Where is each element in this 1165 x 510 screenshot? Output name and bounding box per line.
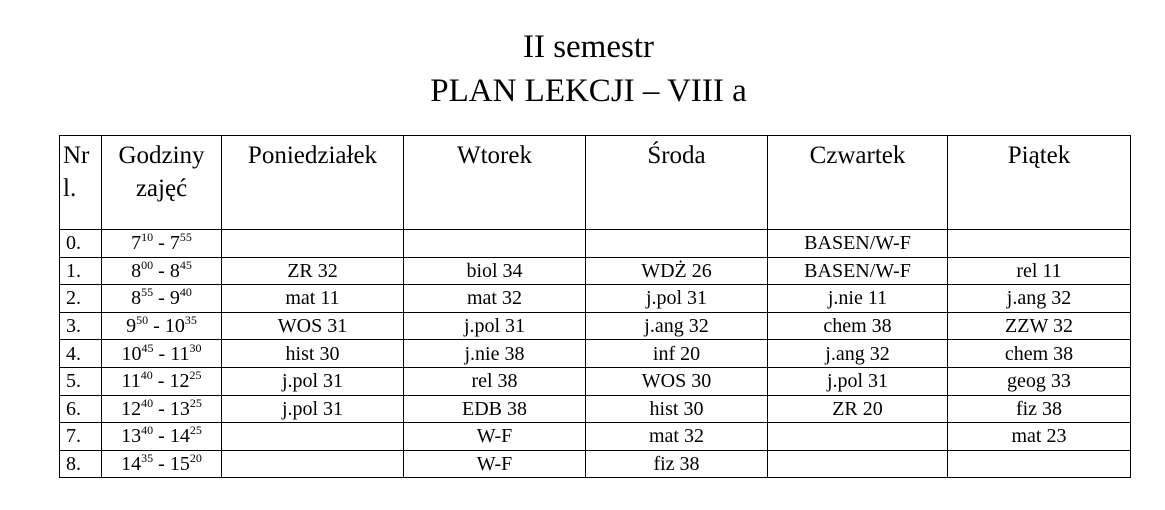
end-hour: 15 bbox=[169, 453, 190, 476]
title-plan: PLAN LEKCJI – VIII a bbox=[430, 73, 747, 109]
end-minute: 25 bbox=[189, 395, 202, 410]
end-hour: 12 bbox=[169, 370, 190, 393]
lesson-cell: j.pol 31 bbox=[222, 367, 404, 395]
start-minute: 35 bbox=[141, 451, 154, 466]
lesson-cell: j.pol 31 bbox=[404, 312, 586, 340]
start-hour: 14 bbox=[121, 453, 142, 476]
lesson-cell: rel 11 bbox=[948, 257, 1131, 285]
lesson-number: 5. bbox=[60, 367, 102, 395]
table-row bbox=[60, 340, 1131, 368]
start-minute: 10 bbox=[141, 230, 154, 245]
lesson-cell: ZR 20 bbox=[768, 395, 948, 423]
end-minute: 45 bbox=[179, 257, 192, 272]
lesson-cell: fiz 38 bbox=[948, 395, 1131, 423]
lesson-cell bbox=[948, 450, 1131, 478]
end-minute: 20 bbox=[189, 451, 202, 466]
lesson-cell: hist 30 bbox=[586, 395, 768, 423]
end-minute: 25 bbox=[189, 423, 202, 438]
lesson-cell: WDŻ 26 bbox=[586, 257, 768, 285]
lesson-cell bbox=[586, 230, 768, 258]
start-hour: 11 bbox=[121, 370, 141, 393]
lesson-hours: $13^{40} - 14^{25}$ bbox=[102, 423, 222, 451]
table-row bbox=[60, 285, 1131, 313]
header-day: Poniedziałek bbox=[222, 136, 404, 230]
end-minute: 25 bbox=[189, 368, 202, 383]
lesson-hours: $8^{00} - 8^{45}$ bbox=[102, 257, 222, 285]
lesson-cell: chem 38 bbox=[768, 312, 948, 340]
start-minute: 50 bbox=[136, 313, 149, 328]
lesson-cell: biol 34 bbox=[404, 257, 586, 285]
start-hour: 7 bbox=[131, 232, 142, 255]
header-nr-line1: Nr bbox=[63, 142, 90, 169]
start-minute: 40 bbox=[141, 423, 154, 438]
lesson-number: 1. bbox=[60, 257, 102, 285]
start-hour: 8 bbox=[131, 259, 142, 282]
end-minute: 30 bbox=[189, 340, 202, 355]
end-hour: 13 bbox=[169, 397, 190, 420]
lesson-cell: mat 32 bbox=[404, 285, 586, 313]
lesson-cell: WOS 30 bbox=[586, 367, 768, 395]
header-hours-line1: Godziny bbox=[118, 142, 205, 169]
end-hour: 11 bbox=[170, 342, 190, 365]
lesson-cell: j.ang 32 bbox=[768, 340, 948, 368]
lesson-cell: j.pol 31 bbox=[768, 367, 948, 395]
lesson-cell bbox=[222, 423, 404, 451]
start-hour: 8 bbox=[131, 287, 142, 310]
table-row bbox=[60, 395, 1131, 423]
lesson-number: 0. bbox=[60, 230, 102, 258]
lesson-cell: BASEN/W-F bbox=[768, 257, 948, 285]
header-day: Środa bbox=[586, 136, 768, 230]
lesson-cell bbox=[222, 230, 404, 258]
table-row bbox=[60, 367, 1131, 395]
start-minute: 45 bbox=[141, 340, 154, 355]
lesson-cell: chem 38 bbox=[948, 340, 1131, 368]
lesson-cell: WOS 31 bbox=[222, 312, 404, 340]
start-minute: 00 bbox=[141, 257, 154, 272]
lesson-cell: BASEN/W-F bbox=[768, 230, 948, 258]
lesson-hours: $14^{35} - 15^{20}$ bbox=[102, 450, 222, 478]
lesson-cell: j.pol 31 bbox=[586, 285, 768, 313]
lesson-cell: W-F bbox=[404, 423, 586, 451]
lesson-cell: geog 33 bbox=[948, 367, 1131, 395]
lesson-cell: j.nie 11 bbox=[768, 285, 948, 313]
lesson-cell: mat 32 bbox=[586, 423, 768, 451]
lesson-number: 6. bbox=[60, 395, 102, 423]
end-hour: 14 bbox=[169, 425, 190, 448]
start-minute: 40 bbox=[140, 368, 153, 383]
lesson-cell: EDB 38 bbox=[404, 395, 586, 423]
lesson-number: 4. bbox=[60, 340, 102, 368]
lesson-cell: W-F bbox=[404, 450, 586, 478]
header-nr-line2: l. bbox=[63, 175, 77, 202]
lesson-cell: mat 23 bbox=[948, 423, 1131, 451]
header-row bbox=[60, 136, 1131, 230]
header-hours-line2: zajęć bbox=[135, 175, 188, 202]
title-semester: II semestr bbox=[522, 29, 655, 65]
lesson-cell bbox=[222, 450, 404, 478]
lesson-cell: ZR 32 bbox=[222, 257, 404, 285]
lesson-cell: ZZW 32 bbox=[948, 312, 1131, 340]
lesson-cell: j.nie 38 bbox=[404, 340, 586, 368]
header-day: Wtorek bbox=[404, 136, 586, 230]
end-minute: 35 bbox=[184, 313, 197, 328]
lesson-cell: inf 20 bbox=[586, 340, 768, 368]
end-hour: 9 bbox=[169, 287, 180, 310]
start-hour: 10 bbox=[121, 342, 142, 365]
lesson-cell bbox=[768, 450, 948, 478]
lesson-hours: $7^{10} - 7^{55}$ bbox=[102, 230, 222, 258]
lesson-cell: rel 38 bbox=[404, 367, 586, 395]
table-row bbox=[60, 312, 1131, 340]
lesson-hours: $9^{50} - 10^{35}$ bbox=[102, 312, 222, 340]
header-day: Piątek bbox=[948, 136, 1131, 230]
start-hour: 12 bbox=[121, 397, 142, 420]
lesson-hours: $12^{40} - 13^{25}$ bbox=[102, 395, 222, 423]
table-row bbox=[60, 257, 1131, 285]
header-day: Czwartek bbox=[768, 136, 948, 230]
end-hour: 10 bbox=[164, 315, 185, 338]
lesson-cell bbox=[948, 230, 1131, 258]
lesson-cell: mat 11 bbox=[222, 285, 404, 313]
lesson-cell bbox=[768, 423, 948, 451]
lesson-cell bbox=[404, 230, 586, 258]
lesson-hours: $10^{45} - 11^{30}$ bbox=[102, 340, 222, 368]
start-minute: 40 bbox=[141, 395, 154, 410]
lesson-number: 2. bbox=[60, 285, 102, 313]
end-minute: 55 bbox=[179, 230, 192, 245]
start-hour: 9 bbox=[126, 315, 137, 338]
lesson-cell: j.ang 32 bbox=[586, 312, 768, 340]
header-nr bbox=[60, 136, 102, 230]
lesson-cell: hist 30 bbox=[222, 340, 404, 368]
lesson-cell: fiz 38 bbox=[586, 450, 768, 478]
schedule-table bbox=[59, 135, 1131, 478]
table-row bbox=[60, 230, 1131, 258]
table-row bbox=[60, 423, 1131, 451]
lesson-hours: $8^{55} - 9^{40}$ bbox=[102, 285, 222, 313]
lesson-cell: j.pol 31 bbox=[222, 395, 404, 423]
table-row bbox=[60, 450, 1131, 478]
start-minute: 55 bbox=[141, 285, 154, 300]
lesson-hours: $11^{40} - 12^{25}$ bbox=[102, 367, 222, 395]
end-hour: 7 bbox=[169, 232, 180, 255]
start-hour: 13 bbox=[121, 425, 142, 448]
lesson-number: 8. bbox=[60, 450, 102, 478]
end-hour: 8 bbox=[169, 259, 180, 282]
lesson-cell: j.ang 32 bbox=[948, 285, 1131, 313]
lesson-number: 3. bbox=[60, 312, 102, 340]
header-hours bbox=[102, 136, 222, 230]
end-minute: 40 bbox=[179, 285, 192, 300]
lesson-number: 7. bbox=[60, 423, 102, 451]
